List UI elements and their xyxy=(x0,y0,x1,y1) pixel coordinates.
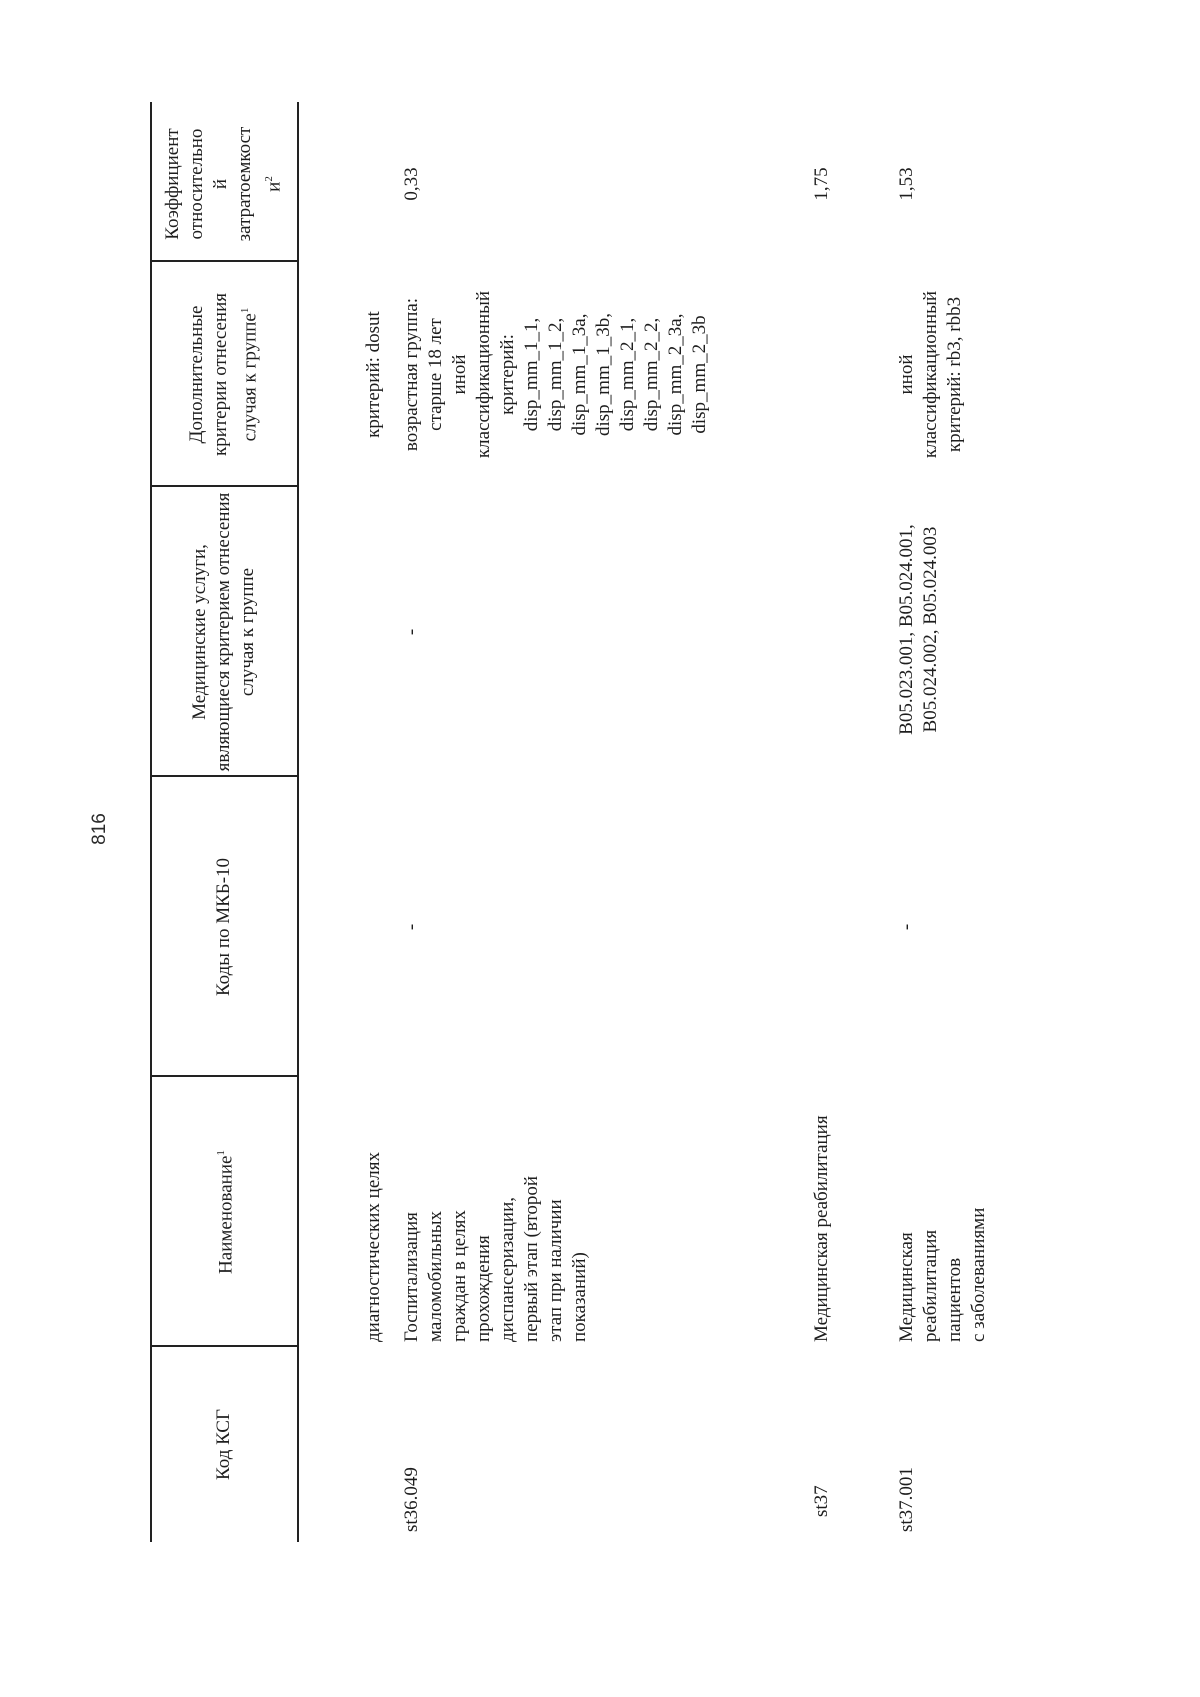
row-services: B05.023.001, B05.024.001, B05.024.002, B05.024.003 xyxy=(896,524,941,735)
row-criteria: возрастная группа: старше 18 лет иной классификационный критерий: disp_mm_1_1, disp_mm_1_2, disp_mm_1_3a, disp_mm_1_3b, disp_mm_2_1, disp_mm_2_2, disp_mm_2_3a, disp_mm_2_3b xyxy=(401,290,710,459)
page-number: 816 xyxy=(89,813,110,845)
row-mkb: - xyxy=(401,923,422,931)
header-bottom-rule xyxy=(297,102,299,1542)
row-name: Госпитализация маломобильных граждан в целях прохождения диспансеризации, первый этап (второй этап при наличии показаний) xyxy=(401,1175,590,1342)
group-name: Медицинская реабилитация xyxy=(811,1115,832,1342)
header-criteria: Дополнительные критерии отнесения случая к группе$^1$ xyxy=(185,292,261,457)
row-coefficient: 0,33 xyxy=(401,167,422,201)
continuation-criteria: критерий: dosut xyxy=(363,311,384,438)
group-coefficient: 1,75 xyxy=(811,167,832,201)
row-name: Медицинская реабилитация пациентов с заболеваниями xyxy=(896,1207,989,1342)
row-services: - xyxy=(401,628,422,636)
row-criteria: иной классификационный критерий: rb3, rbb3 xyxy=(896,290,965,459)
header-services: Медицинские услуги, являющиеся критерием отнесения случая к группе xyxy=(188,492,258,772)
row-coefficient: 1,53 xyxy=(896,167,917,201)
row-code: st36.049 xyxy=(401,1467,422,1532)
header-divider xyxy=(150,486,298,488)
header-name: Наименование$^1$ xyxy=(214,1150,237,1274)
header-divider xyxy=(150,261,298,263)
row-code: st37.001 xyxy=(896,1467,917,1532)
header-code: Код КСГ xyxy=(212,1409,234,1480)
continuation-name: диагностических целях xyxy=(363,1152,384,1342)
header-mkb: Коды по МКБ-10 xyxy=(212,857,234,997)
row-mkb: - xyxy=(896,923,917,931)
header-coefficient: Коэффициент относительно й затратоемкост $и^2$ xyxy=(161,126,285,242)
group-code: st37 xyxy=(811,1485,832,1517)
